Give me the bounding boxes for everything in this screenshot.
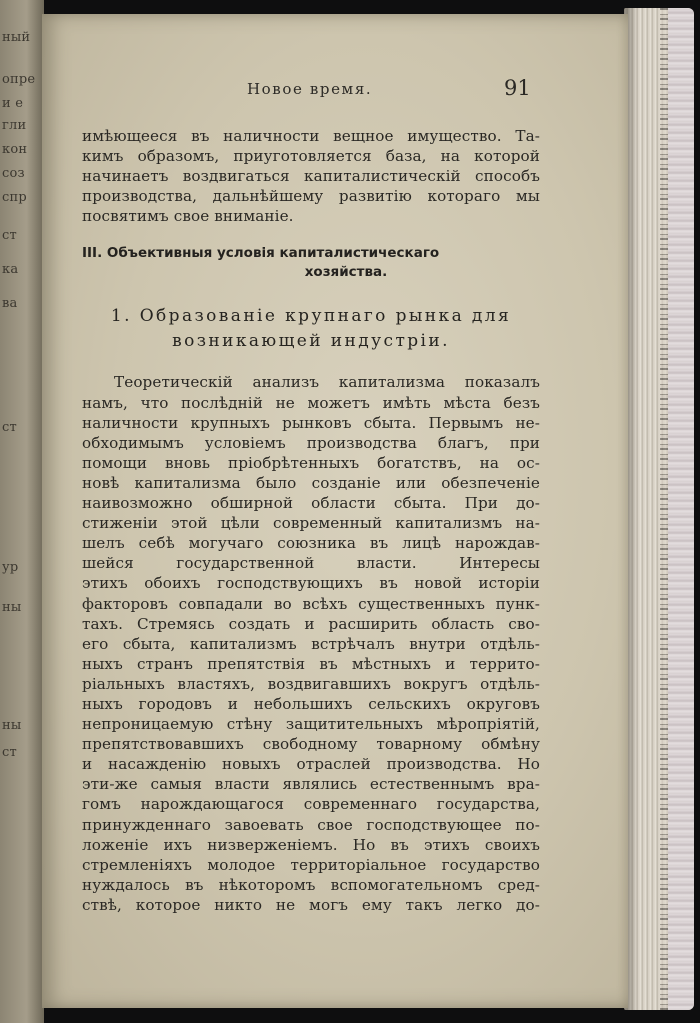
text-line: гомъ нарождающагося современнаго государства,: [82, 795, 540, 814]
book-page: [42, 14, 628, 1008]
previous-page-edge: [0, 0, 44, 1023]
previous-page-text-fragment: спр: [2, 190, 27, 205]
text-line: помощи вновь пріобрѣтенныхъ богатствъ, на ос-: [82, 453, 540, 472]
body-paragraph: [82, 372, 540, 915]
text-line: ныхъ городовъ и небольшихъ сельскихъ округовъ: [82, 694, 540, 713]
text-line: его сбыта, капитализмъ встрѣчалъ внутри отдѣль-: [82, 634, 540, 653]
running-title: Новое время.: [247, 80, 373, 98]
running-head: [42, 76, 628, 110]
previous-page-text-fragment: опре: [2, 72, 36, 87]
subsection-heading-line: возникающей индустріи.: [172, 331, 450, 352]
text-line: этихъ обоихъ господствующихъ въ новой исторіи: [82, 574, 540, 593]
previous-page-text-fragment: ка: [2, 262, 19, 277]
text-line: имѣющееся въ наличности вещное имущество. Та-: [82, 127, 540, 145]
text-line: ріальныхъ властяхъ, воздвигавшихъ вокругъ отдѣль-: [82, 674, 540, 693]
book-cover-edge: [668, 8, 694, 1010]
page-number: 91: [504, 76, 531, 100]
text-line: препятствовавшихъ свободному товарному обмѣну: [82, 735, 540, 754]
text-line: эти-же самыя власти являлись естественнымъ вра-: [82, 775, 540, 794]
text-line: шейся государственной власти. Интересы: [82, 554, 540, 573]
page-edge-lines: [660, 8, 668, 1010]
text-line: факторовъ совпадали во всѣхъ существенныхъ пунк-: [82, 594, 540, 613]
text-line: ложеніе ихъ низверженіемъ. Но въ этихъ своихъ: [82, 835, 540, 854]
previous-page-text-fragment: ны: [2, 600, 22, 615]
text-line: Теоретическій анализъ капитализма показалъ: [114, 373, 540, 392]
text-line: стремленіяхъ молодое территоріальное государство: [82, 855, 540, 874]
text-line: кимъ образомъ, приуготовляется база, на которой: [82, 147, 540, 166]
previous-page-text-fragment: ны: [2, 718, 22, 733]
previous-page-text-fragment: кон: [2, 142, 28, 157]
previous-page-text-fragment: ст: [2, 228, 17, 243]
text-line: обходимымъ условіемъ производства благъ, при: [82, 433, 540, 452]
text-line: стиженіи этой цѣли современный капитализмъ на-: [82, 514, 540, 533]
text-line: непроницаемую стѣну защитительныхъ мѣропріятій,: [82, 715, 540, 734]
previous-page-text-fragment: ст: [2, 420, 17, 435]
section-heading: [82, 244, 540, 282]
text-line: новѣ капитализма было созданіе или обезпеченіе: [82, 473, 540, 492]
text-line: и насажденію новыхъ отраслей производства. Но: [82, 755, 540, 774]
text-line: намъ, что послѣдній не можетъ имѣть мѣста безъ: [82, 393, 540, 412]
text-line: тахъ. Стремясь создать и расширить область сво-: [82, 614, 540, 633]
text-line: посвятимъ свое вниманіе.: [82, 207, 294, 226]
text-line: начинаетъ воздвигаться капиталистическій способъ: [82, 167, 540, 186]
text-line: производства, дальнѣйшему развитію котораго мы: [82, 187, 540, 206]
section-heading-line: III. Объективныя условія капиталистическаго: [82, 245, 440, 262]
subsection-heading-line: 1. Образованіе крупнаго рынка для: [110, 306, 512, 327]
previous-page-text-fragment: ный: [2, 30, 31, 45]
previous-page-text-fragment: и е: [2, 96, 24, 111]
previous-page-text-fragment: ур: [2, 560, 19, 575]
subsection-heading: [82, 304, 540, 354]
page-text: [82, 126, 540, 915]
text-line: ствѣ, которое никто не могъ ему такъ легко до-: [82, 895, 540, 914]
opening-paragraph: [82, 126, 540, 226]
section-heading-line: хозяйства.: [304, 264, 388, 281]
text-line: шелъ себѣ могучаго союзника въ лицѣ нарождав-: [82, 534, 540, 553]
page-edges-stack: [624, 8, 694, 1010]
text-line: принужденнаго завоевать свое господствующее по-: [82, 815, 540, 834]
previous-page-text-fragment: ст: [2, 745, 17, 760]
previous-page-text-fragment: гли: [2, 118, 27, 133]
text-line: ныхъ странъ препятствія въ мѣстныхъ и террито-: [82, 654, 540, 673]
previous-page-text-fragment: соз: [2, 166, 25, 181]
text-line: наличности крупныхъ рынковъ сбыта. Первымъ не-: [82, 413, 540, 432]
text-line: нуждалось въ нѣкоторомъ вспомогательномъ сред-: [82, 875, 540, 894]
previous-page-text-fragment: ва: [2, 296, 18, 311]
text-line: наивозможно обширной области сбыта. При до-: [82, 494, 540, 513]
